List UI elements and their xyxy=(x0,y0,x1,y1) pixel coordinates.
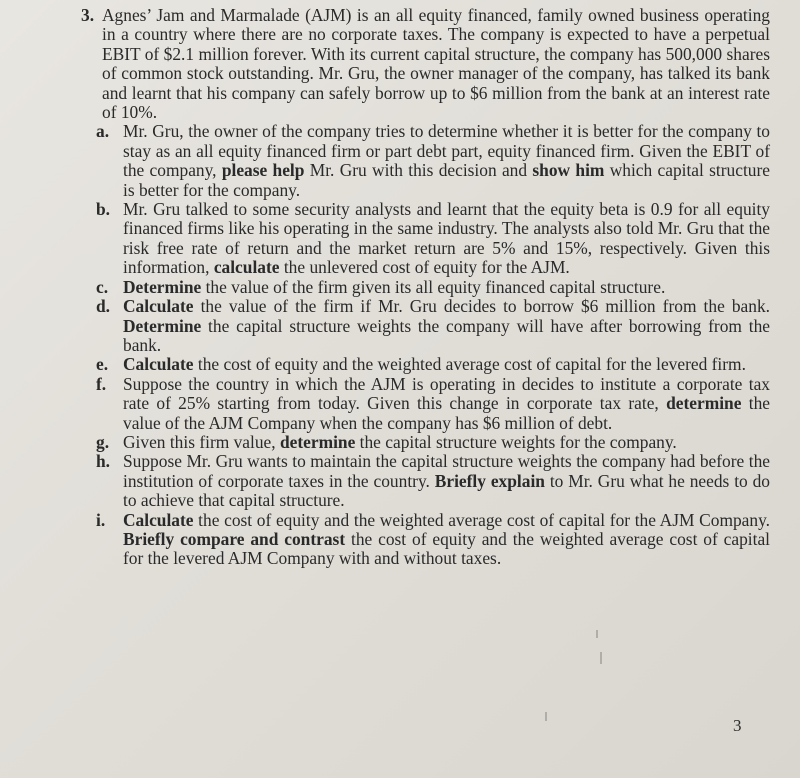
part-emphasis: Calculate xyxy=(123,296,194,317)
part-emphasis: Briefly compare and contrast xyxy=(123,528,346,549)
part-text: the value of the firm given its all equity financed capital structure. xyxy=(201,276,666,297)
part-emphasis: show him xyxy=(532,160,605,181)
paper-speck xyxy=(600,652,602,664)
question-3 xyxy=(70,6,770,569)
part-text: Mr. Gru, the owner of the company tries to determine whether it is better for the company to stay as an all equity financed firm or part debt part, equity financed firm. Given the EBIT of the company, xyxy=(123,121,770,181)
part-text: the capital structure weights the company will have after borrowing from the bank. xyxy=(123,315,770,355)
part-emphasis: determine xyxy=(666,393,742,414)
part-text: the cost of equity and the weighted average cost of capital for the AJM Company. xyxy=(193,509,770,530)
part-d xyxy=(96,296,770,355)
part-text: the unlevered cost of equity for the AJM. xyxy=(279,257,570,278)
part-letter: f. xyxy=(96,373,107,394)
part-emphasis: Briefly explain xyxy=(434,470,545,491)
part-text: Suppose Mr. Gru wants to maintain the capital structure weights the company had before the institution of corporate taxes in the country. xyxy=(123,451,770,491)
part-emphasis: Calculate xyxy=(123,509,194,530)
part-letter: g. xyxy=(96,431,110,452)
part-text: the cost of equity and the weighted average cost of capital for the levered firm. xyxy=(193,354,746,375)
question-parts xyxy=(70,122,770,568)
part-e xyxy=(96,354,770,375)
part-letter: i. xyxy=(96,509,106,530)
part-text: to Mr. Gru what he needs to do to achieve that capital structure. xyxy=(123,470,771,511)
part-a xyxy=(96,121,770,200)
part-text: Suppose the country in which the AJM is operating in decides to institute a corporate tax rate of 25% starting from today. Given this change in corporate tax rate, xyxy=(123,373,770,414)
part-i xyxy=(96,509,770,569)
part-text: the cost of equity and the weighted average cost of capital for the levered AJM Company with and without taxes. xyxy=(123,528,770,569)
part-text: Mr. Gru with this decision and xyxy=(304,160,533,181)
part-letter: e. xyxy=(96,354,109,375)
part-h xyxy=(96,451,771,511)
part-letter: d. xyxy=(96,296,111,317)
part-text: Given this firm value, xyxy=(123,431,280,452)
part-letter: a. xyxy=(96,121,110,142)
part-emphasis: please help xyxy=(221,160,305,181)
part-emphasis: Determine xyxy=(123,276,202,297)
page-number: 3 xyxy=(733,716,742,735)
part-letter: h. xyxy=(96,451,111,472)
part-emphasis: calculate xyxy=(213,257,280,278)
paper-speck xyxy=(596,630,598,638)
part-emphasis: determine xyxy=(279,431,356,452)
part-b xyxy=(96,199,770,278)
part-g xyxy=(96,431,770,452)
part-c xyxy=(96,276,770,297)
paper-speck xyxy=(545,712,547,721)
question-number: 3. xyxy=(81,5,95,25)
part-f xyxy=(96,373,771,433)
part-text: the capital structure weights for the company. xyxy=(355,431,677,452)
part-emphasis: Determine xyxy=(123,315,202,336)
part-text: the value of the firm if Mr. Gru decides to borrow $6 million from the bank. xyxy=(193,296,770,317)
part-letter: b. xyxy=(96,199,111,220)
part-text: Mr. Gru talked to some security analysts and learnt that the equity beta is 0.9 for all equity financed firms like his operating in the same industry. The analysts also told Mr. Gru that the risk free rate of return and the market return are 5% and 15%, respectively. Given this information, xyxy=(123,199,770,278)
part-text: which capital structure is better for the company. xyxy=(123,160,770,200)
part-letter: c. xyxy=(96,276,109,297)
part-emphasis: Calculate xyxy=(123,354,194,375)
question-stem: Agnes’ Jam and Marmalade (AJM) is an all equity financed, family owned business operating in a country where there are no corporate taxes. The company is expected to have a perpetual EBIT of $2.1 million forever. With its current capital structure, the company has 500,000 shares of common stock outstanding. Mr. Gru, the owner manager of the company, has talked its bank and learnt that his company can safely borrow up to $6 million from the bank at an interest rate of 10%. xyxy=(102,5,770,123)
part-text: the value of the AJM Company when the company has $6 million of debt. xyxy=(123,393,771,433)
